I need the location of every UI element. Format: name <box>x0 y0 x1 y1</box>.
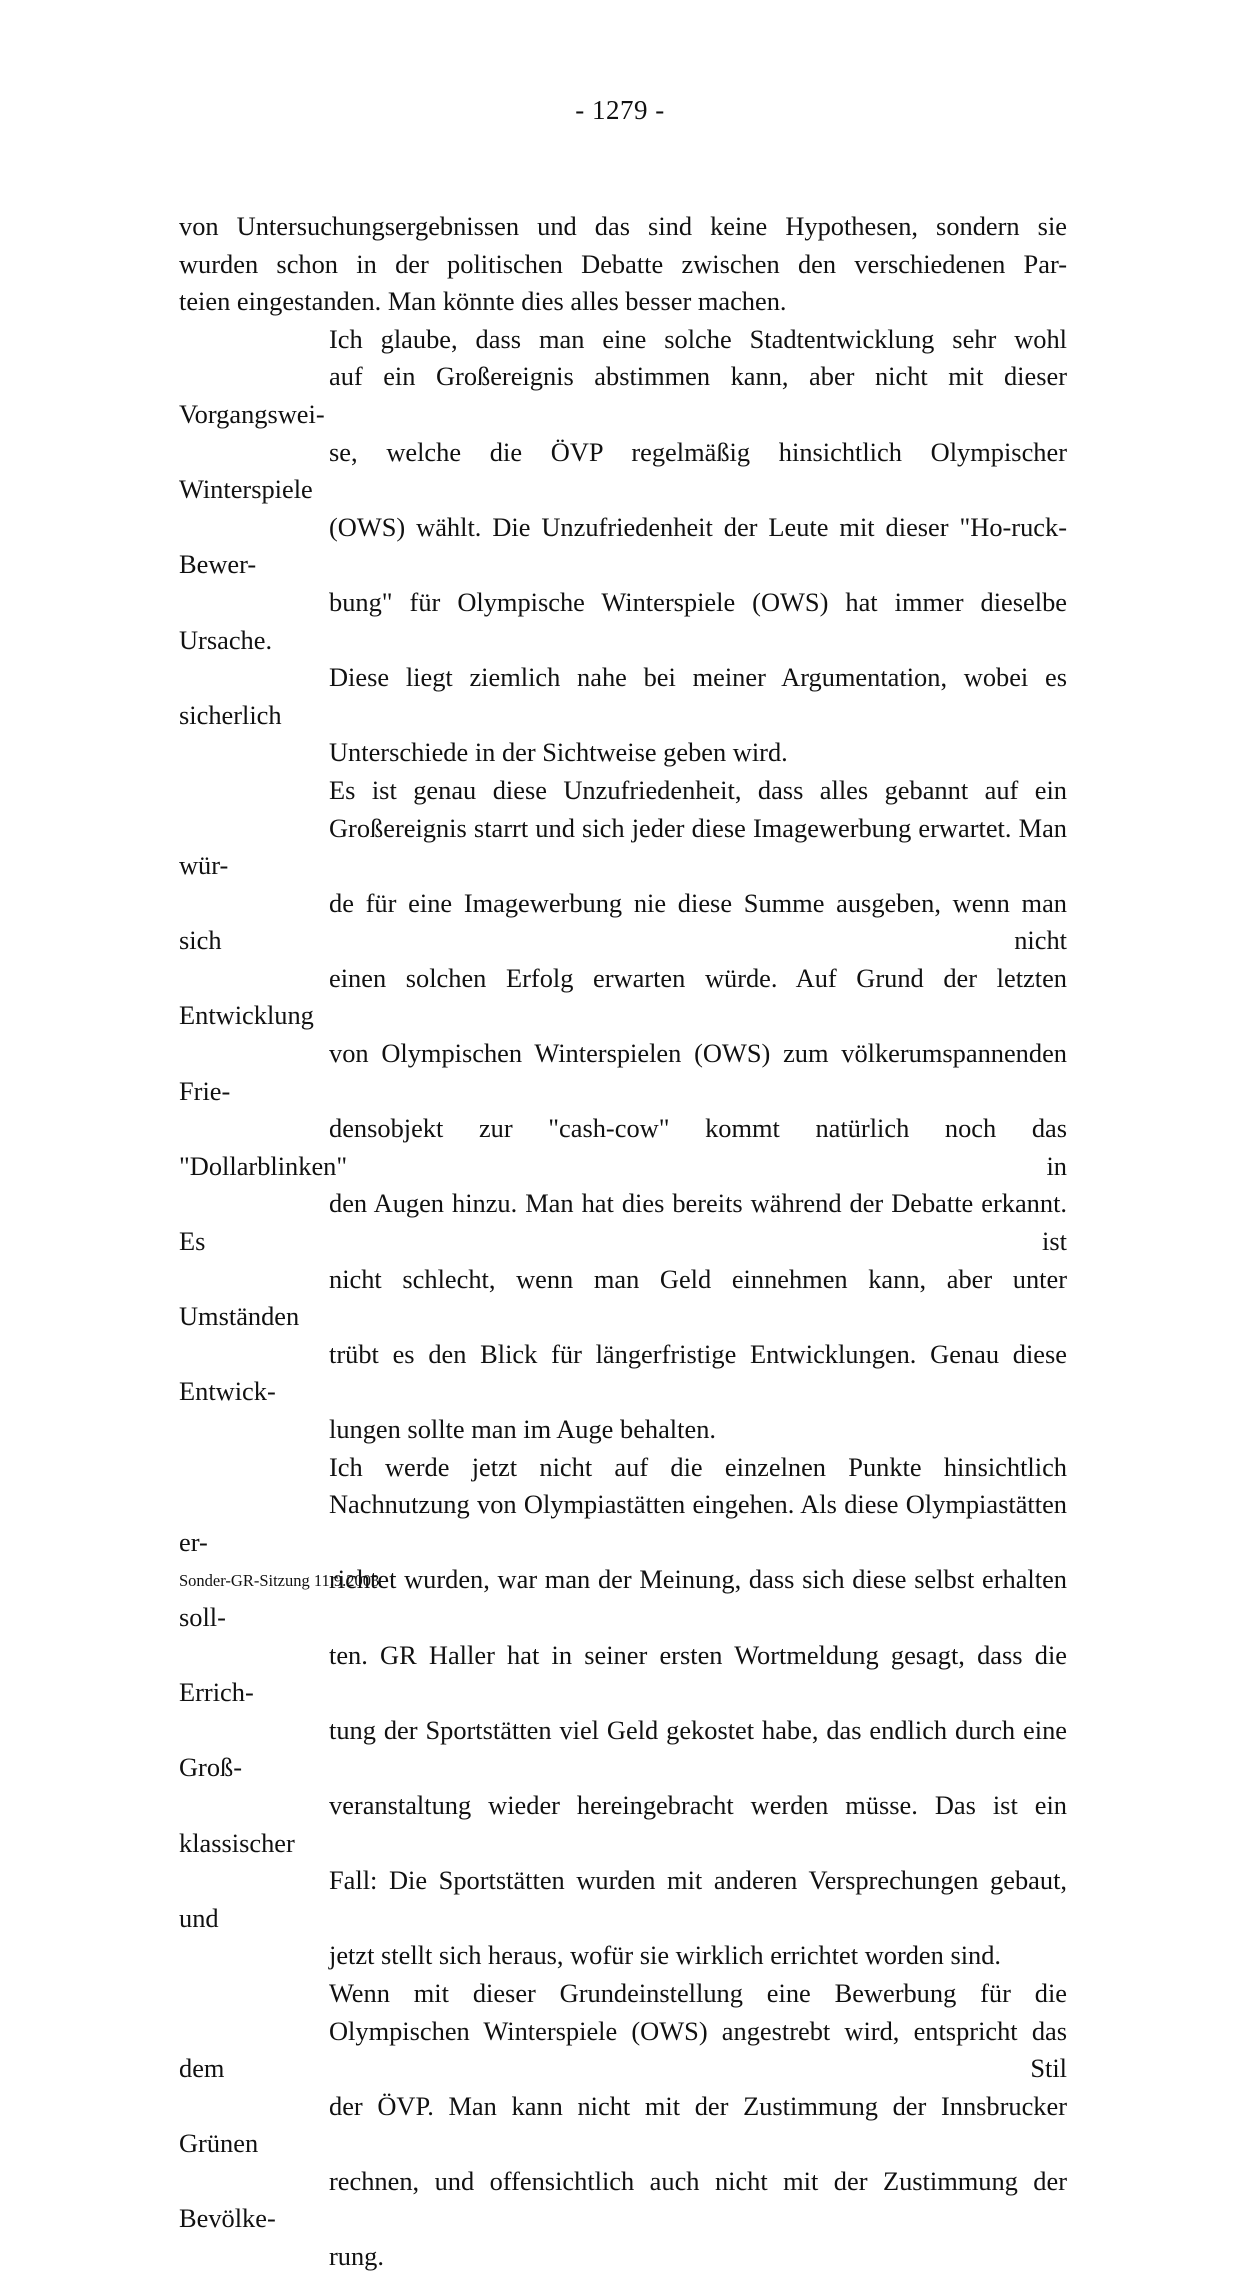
text-line: teien eingestanden. Man könnte dies alles besser machen. <box>179 286 787 317</box>
text-line: Olympischen Winterspiele (OWS) angestrebt wird, entspricht das dem Stil <box>179 2015 1067 2084</box>
text-line: tung der Sportstätten viel Geld gekostet habe, das endlich durch eine Groß- <box>179 1714 1067 1783</box>
text-line: der ÖVP. Man kann nicht mit der Zustimmung der Innsbrucker Grünen <box>179 2090 1067 2159</box>
text-line: Diese liegt ziemlich nahe bei meiner Argumentation, wobei es sicherlich <box>179 662 1067 730</box>
text-line: bung" für Olympische Winterspiele (OWS) hat immer dieselbe Ursache. <box>179 586 1067 655</box>
text-line: richtet wurden, war man der Meinung, dass sich diese selbst erhalten soll- <box>179 1564 1067 1632</box>
text-line: veranstaltung wieder hereingebracht werden müsse. Das ist ein klassischer <box>179 1789 1067 1858</box>
text-line: von Olympischen Winterspielen (OWS) zum völkerumspannenden Frie- <box>179 1038 1067 1106</box>
page-number: - 1279 - <box>575 95 665 125</box>
text-line: jetzt stellt sich heraus, wofür sie wirklich errichtet worden sind. <box>329 1940 1002 1971</box>
paragraph-5 <box>179 1975 1067 2276</box>
text-line: nicht schlecht, wenn man Geld einnehmen kann, aber unter Umständen <box>179 1263 1067 1332</box>
text-line: wurden schon in der politischen Debatte zwischen den verschiedenen Par- <box>179 248 1067 279</box>
paragraph-3 <box>179 772 1067 1449</box>
text-line: Ich glaube, dass man eine solche Stadtentwicklung sehr wohl <box>329 323 1067 354</box>
text-line: lungen sollte man im Auge behalten. <box>329 1414 716 1444</box>
text-line: Unterschiede in der Sichtweise geben wird. <box>329 737 788 768</box>
text-line: einen solchen Erfolg erwarten würde. Auf Grund der letzten Entwicklung <box>179 962 1067 1031</box>
footer-session-label: Sonder-GR-Sitzung 11.9.2003 <box>179 1571 380 1590</box>
paragraph-1 <box>179 208 1067 321</box>
text-line: Nachnutzung von Olympiastätten eingehen. Als diese Olympiastätten er- <box>179 1489 1067 1557</box>
paragraph-2 <box>179 321 1067 772</box>
text-line: von Untersuchungsergebnissen und das sind keine Hypothesen, sondern sie <box>179 211 1067 241</box>
text-line: trübt es den Blick für längerfristige Entwicklungen. Genau diese Entwick- <box>179 1338 1067 1407</box>
document-body <box>179 208 1067 2276</box>
paragraph-4 <box>179 1449 1067 1975</box>
text-line: den Augen hinzu. Man hat dies bereits während der Debatte erkannt. Es ist <box>179 1188 1067 1257</box>
text-line: (OWS) wählt. Die Unzufriedenheit der Leute mit dieser "Ho-ruck-Bewer- <box>179 511 1067 580</box>
text-line: Großereignis starrt und sich jeder diese Imagewerbung erwartet. Man wür- <box>179 812 1067 881</box>
text-line: densobjekt zur "cash-cow" kommt natürlich noch das "Dollarblinken" in <box>179 1113 1067 1181</box>
text-line: de für eine Imagewerbung nie diese Summe ausgeben, wenn man sich nicht <box>179 887 1067 956</box>
text-line: rechnen, und offensichtlich auch nicht mit der Zustimmung der Bevölke- <box>179 2165 1067 2234</box>
text-line: ten. GR Haller hat in seiner ersten Wortmeldung gesagt, dass die Errich- <box>179 1639 1067 1708</box>
text-line: Es ist genau diese Unzufriedenheit, dass alles gebannt auf ein <box>329 774 1067 805</box>
text-line: Wenn mit dieser Grundeinstellung eine Bewerbung für die <box>329 1977 1067 2008</box>
text-line: se, welche die ÖVP regelmäßig hinsichtlich Olympischer Winterspiele <box>179 436 1067 505</box>
text-line: rung. <box>329 2241 384 2272</box>
text-line: Fall: Die Sportstätten wurden mit anderen Versprechungen gebaut, und <box>179 1865 1067 1933</box>
text-line: Ich werde jetzt nicht auf die einzelnen Punkte hinsichtlich <box>329 1451 1067 1482</box>
text-line: auf ein Großereignis abstimmen kann, aber nicht mit dieser Vorgangswei- <box>179 361 1067 429</box>
